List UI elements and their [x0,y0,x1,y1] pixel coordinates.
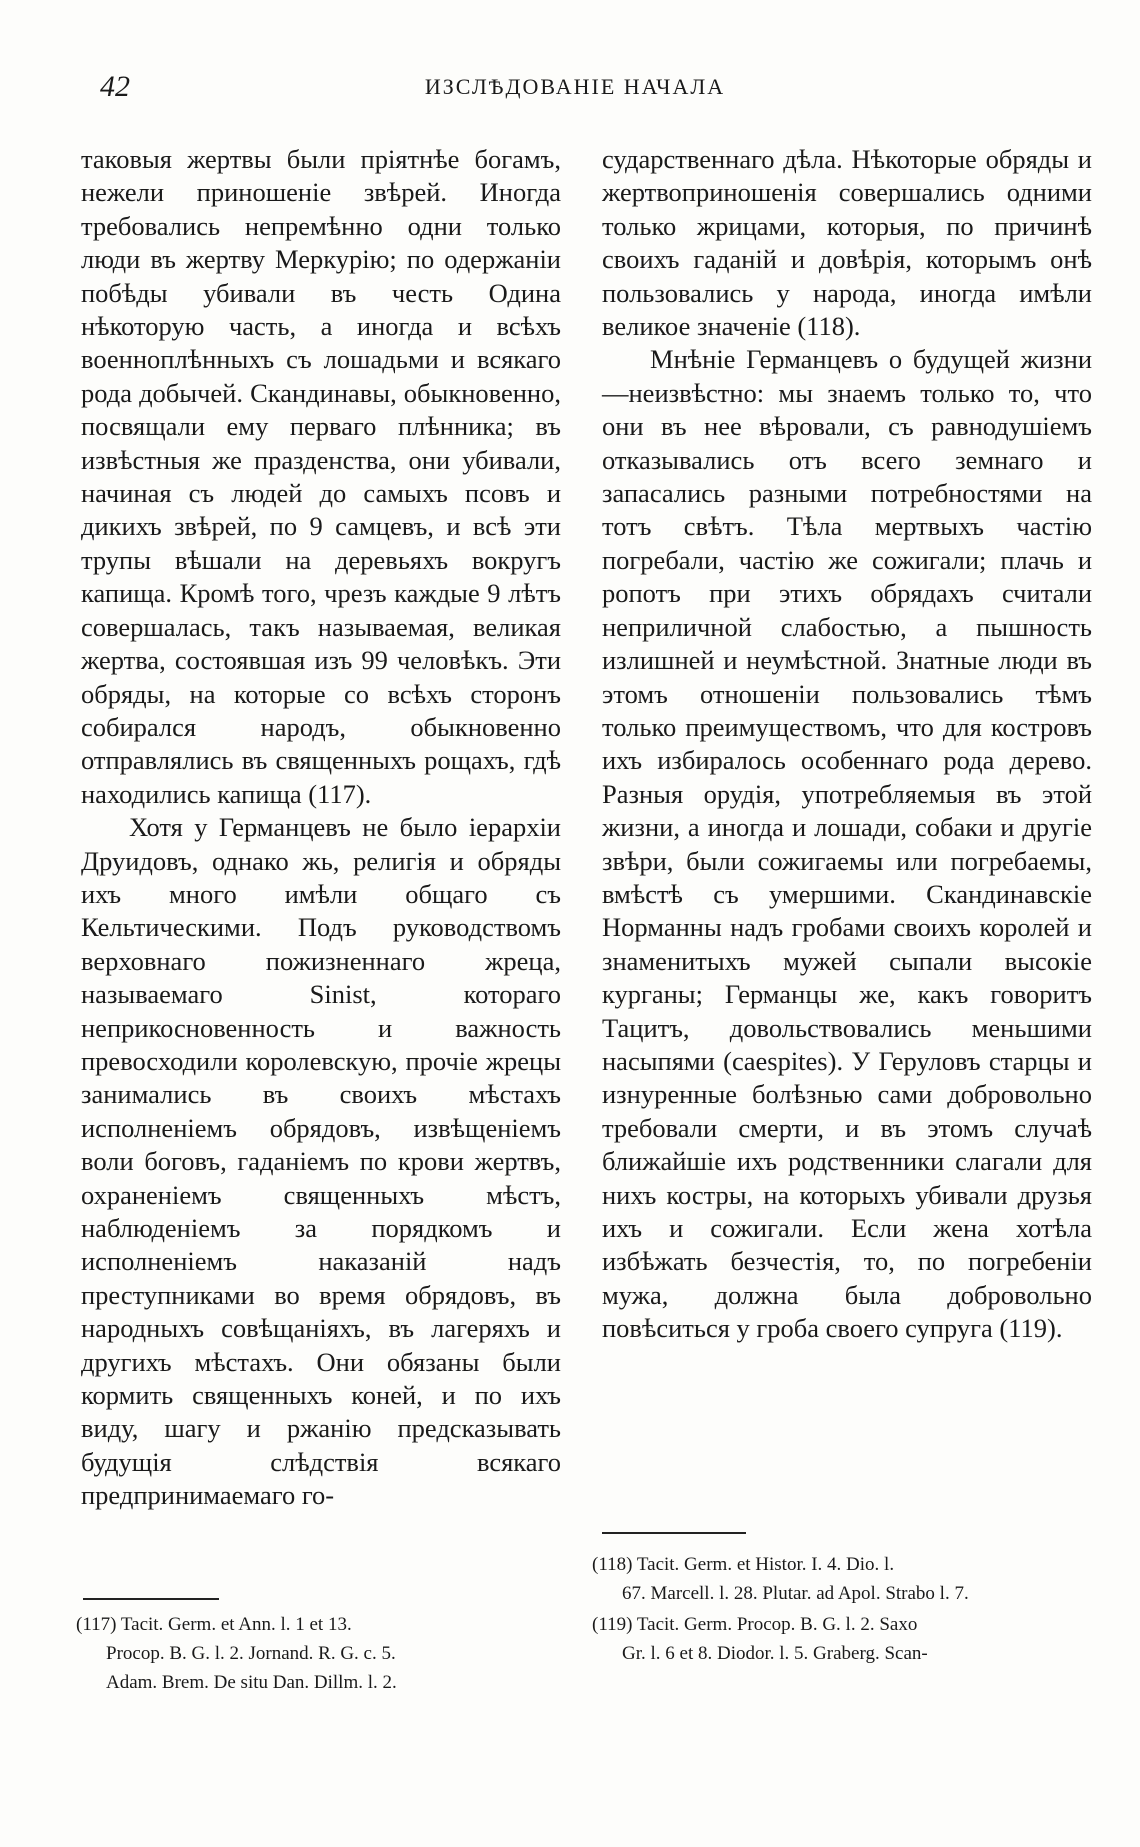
footnote-line: Gr. l. 6 et 8. Diodor. l. 5. Graberg. Scan- [622,1643,928,1664]
paragraph: таковыя жертвы были пріятнѣе богамъ, нежели приношеніе звѣрей. Иногда требовались непремѣнно одни только люди въ жертву Меркурію; по одержаніи побѣды убивали въ честь Одина нѣкоторую часть, а иногда и всѣхъ военноплѣнныхъ съ лошадьми и всякаго рода добычей. Скандинавы, обыкновенно, посвящали ему перваго плѣнника; въ извѣстныя же празденства, они убивали, начиная съ людей до самыхъ псовъ и дикихъ звѣрей, по 9 самцевъ, и всѣ эти трупы вѣшали на деревьяхъ вокругъ капища. Кромѣ того, чрезъ каждые 9 лѣтъ совершалась, такъ называемая, великая жертва, состоявшая изъ 99 человѣкъ. Эти обряды, на которые со всѣхъ сторонъ собирался народъ, обыкновенно отправлялись въ священныхъ рощахъ, гдѣ находились капища (117). [81,144,561,809]
page-header [70,70,1080,110]
right-column [602,143,1092,1346]
footnote-118 [592,1550,1092,1608]
footnote-117 [76,1610,576,1697]
footnote-line: Procop. B. G. l. 2. Jornand. R. G. c. 5. [106,1643,396,1664]
footnote-119 [592,1610,1092,1668]
paragraph: Хотя у Германцевъ не было іерархіи Друидовъ, однако жь, религія и обряды ихъ много имѣли общаго съ Кельтическими. Подъ руководствомъ верховнаго пожизненнаго жреца, называемаго Sinist, котораго неприкосновенность и важность превосходили королевскую, прочіе жрецы занимались въ своихъ мѣстахъ исполненіемъ обрядовъ, извѣщеніемъ воли боговъ, гаданіемъ по крови жертвъ, охраненіемъ священныхъ мѣстъ, наблюденіемъ за порядкомъ и исполненіемъ наказаній надъ преступниками во время обрядовъ, въ народныхъ совѣщаніяхъ, въ лагеряхъ и другихъ мѣстахъ. Они обязаны были кормить священныхъ коней, и по ихъ виду, шагу и ржанію предсказывать будущія слѣдствія всякаго предпринимаемаго го- [81,812,561,1511]
running-title: ИЗСЛѢДОВАНІЕ НАЧАЛА [424,74,726,99]
footnote-line: (118) Tacit. Germ. et Histor. I. 4. Dio. l. [592,1554,895,1575]
paragraph: Мнѣніе Германцевъ о будущей жизни—неизвѣстно: мы знаемъ только то, что они въ нее вѣровали, съ равнодушіемъ отказывались отъ всего земнаго и запасались разными потребностями на тотъ свѣтъ. Тѣла мертвыхъ частію погребали, частію же сожигали; плачь и ропотъ при этихъ обрядахъ считали неприличной слабостью, а пышность излишней и неумѣстной. Знатные люди въ этомъ отношеніи пользовались тѣмъ только преимуществомъ, что для костровъ ихъ избиралось особеннаго рода дерево. Разныя орудія, употребляемыя въ этой жизни, а иногда и лошади, собаки и другіе звѣри, были сожигаемы или погребаемы, вмѣстѣ съ умершими. Скандинавскіе Норманны надъ гробами своихъ королей и знаменитыхъ мужей сыпали высокіе курганы; Германцы же, какъ говоритъ Тацитъ, довольствовались меньшими насыпями (caespites). У Геруловъ старцы и изнуренные болѣзнью сами добровольно требовали смерти, и въ этомъ случаѣ ближайшіе ихъ родственники слагали для нихъ костры, на которыхъ убивали друзья ихъ и сожигали. Если жена хотѣла избѣжать безчестія, то, по погребеніи мужа, должна была добровольно повѣситься у гроба своего супруга (119). [602,344,1092,1344]
footnote-line: 67. Marcell. l. 28. Plutar. ad Apol. Strabo l. 7. [622,1583,969,1604]
footnote-line: (117) Tacit. Germ. et Ann. l. 1 et 13. [76,1614,352,1635]
footnote-rule-left [83,1598,219,1600]
paragraph: сударственнаго дѣла. Нѣкоторые обряды и жертвоприношенія совершались одними только жрицами, которыя, по причинѣ своихъ гаданій и довѣрія, которымъ онѣ пользовались у народа, иногда имѣли великое значеніе (118). [602,144,1092,342]
footnote-line: Adam. Brem. De situ Dan. Dillm. l. 2. [106,1672,397,1693]
footnote-line: (119) Tacit. Germ. Procop. B. G. l. 2. Saxo [592,1614,918,1635]
left-column [81,143,561,1513]
footnote-rule-right [602,1532,746,1534]
page-number: 42 [100,70,130,103]
